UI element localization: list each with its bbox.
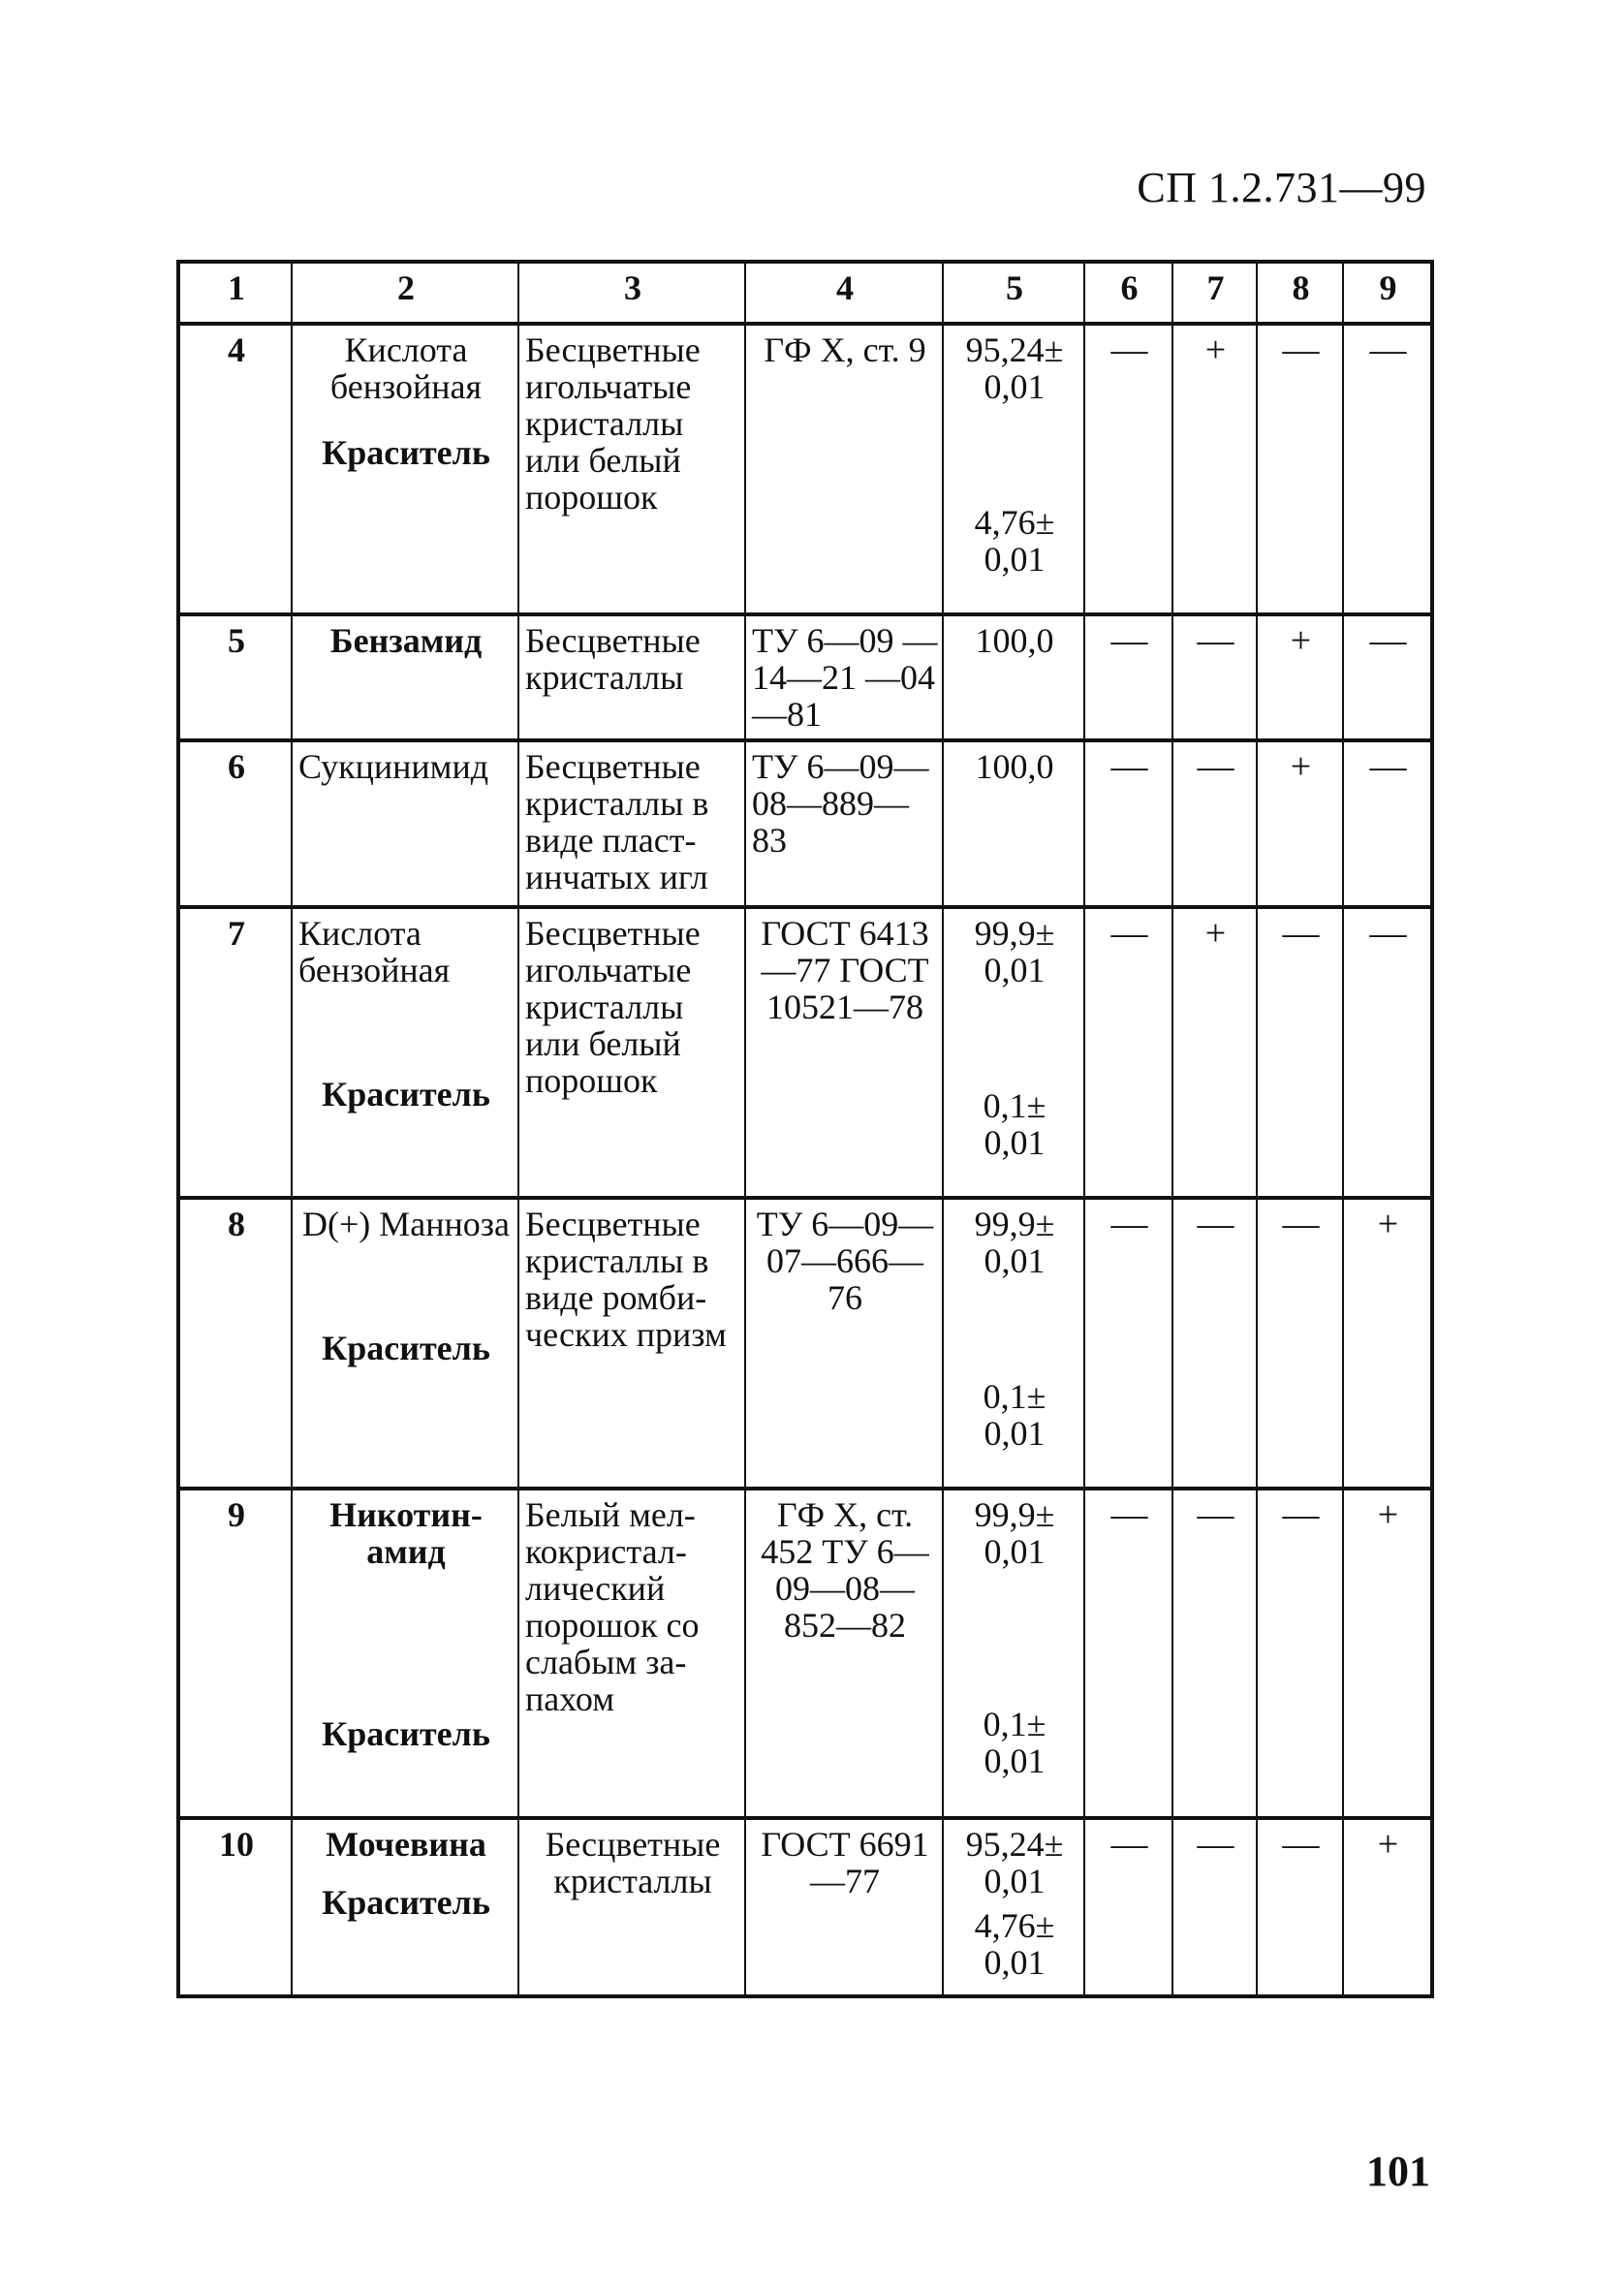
- header-row: [178, 262, 1432, 324]
- table-row: [178, 740, 1432, 907]
- description-cell: Бесцветные игольчатые кристаллы или белый порошок: [518, 324, 745, 614]
- description-cell: Бесцветные игольчатые кристаллы или белый порошок: [518, 907, 745, 1198]
- substance-sub: Краситель: [322, 1329, 490, 1367]
- mark-col6: —: [1084, 1198, 1172, 1489]
- substance-name: Бензамид: [329, 621, 483, 660]
- substance-cell: [292, 614, 518, 740]
- substance-cell: [292, 1489, 518, 1818]
- row-number: 4: [178, 324, 292, 614]
- main-value: 95,24± 0,01: [965, 330, 1064, 406]
- value-cell: [943, 1489, 1084, 1818]
- data-table: [176, 260, 1434, 1998]
- substance-name: Кислота бензойная: [329, 330, 483, 406]
- main-value: 99,9± 0,01: [974, 1495, 1055, 1571]
- substance-name: Сукцинимид: [298, 747, 489, 786]
- mark-col8: —: [1257, 1198, 1343, 1489]
- table-row: [178, 1489, 1432, 1818]
- mark-col7: —: [1172, 614, 1257, 740]
- reference-cell: ГОСТ 6691—77: [745, 1818, 943, 1996]
- column-header: 3: [518, 262, 745, 324]
- substance-sub: Краситель: [322, 1714, 490, 1753]
- page-number: 101: [1366, 2148, 1430, 2195]
- reference-cell: ТУ 6—09— 08—889— 83: [745, 740, 943, 907]
- substance-cell: [292, 324, 518, 614]
- mark-col9: +: [1343, 1489, 1432, 1818]
- column-header: 1: [178, 262, 292, 324]
- mark-col7: +: [1172, 324, 1257, 614]
- substance-cell: [292, 1818, 518, 1996]
- main-value: 99,9± 0,01: [974, 914, 1055, 989]
- column-header: 4: [745, 262, 943, 324]
- mark-col6: —: [1084, 1818, 1172, 1996]
- row-number: 8: [178, 1198, 292, 1489]
- main-value: 95,24± 0,01: [965, 1825, 1064, 1900]
- value-cell: [943, 614, 1084, 740]
- row-number: 6: [178, 740, 292, 907]
- dye-value: 4,76± 0,01: [974, 1906, 1055, 1982]
- main-value: 99,9± 0,01: [974, 1205, 1055, 1280]
- reference-cell: ТУ 6—09— 07—666— 76: [745, 1198, 943, 1489]
- mark-col6: —: [1084, 740, 1172, 907]
- value-cell: [943, 324, 1084, 614]
- mark-col7: —: [1172, 1198, 1257, 1489]
- description-cell: Бесцветные кристаллы в виде ромби- ческих призм: [518, 1198, 745, 1489]
- reference-cell: ГФ Х, ст. 452 ТУ 6— 09—08— 852—82: [745, 1489, 943, 1818]
- mark-col9: —: [1343, 907, 1432, 1198]
- table-row: [178, 324, 1432, 614]
- dye-value: 0,1± 0,01: [983, 1705, 1046, 1780]
- table-row: [178, 1198, 1432, 1489]
- reference-cell: ГОСТ 6413—77 ГОСТ 10521—78: [745, 907, 943, 1198]
- main-value: 100,0: [975, 747, 1054, 786]
- description-cell: Бесцветные кристаллы: [518, 1818, 745, 1996]
- column-header: 7: [1172, 262, 1257, 324]
- mark-col9: —: [1343, 740, 1432, 907]
- mark-col8: —: [1257, 1489, 1343, 1818]
- mark-col7: —: [1172, 1818, 1257, 1996]
- table-row: [178, 614, 1432, 740]
- reference-cell: ГФ Х, ст. 9: [745, 324, 943, 614]
- column-header: 6: [1084, 262, 1172, 324]
- column-header: 5: [943, 262, 1084, 324]
- mark-col6: —: [1084, 1489, 1172, 1818]
- mark-col6: —: [1084, 907, 1172, 1198]
- mark-col6: —: [1084, 324, 1172, 614]
- dye-value: 4,76± 0,01: [974, 503, 1055, 579]
- reference-cell: ТУ 6—09 —14—21 —04—81: [745, 614, 943, 740]
- substance-name: Кислота бензойная: [298, 914, 451, 989]
- mark-col9: +: [1343, 1198, 1432, 1489]
- description-cell: Бесцветные кристаллы в виде пласт- инчатых игл: [518, 740, 745, 907]
- value-cell: [943, 1818, 1084, 1996]
- substance-sub: Краситель: [322, 433, 490, 472]
- value-cell: [943, 1198, 1084, 1489]
- table-row: [178, 1818, 1432, 1996]
- substance-name: D(+) Манноза: [302, 1205, 510, 1243]
- dye-value: 0,1± 0,01: [983, 1086, 1046, 1162]
- mark-col8: —: [1257, 324, 1343, 614]
- description-cell: Белый мел- кокристал- лический порошок со слабым за- пахом: [518, 1489, 745, 1818]
- row-number: 9: [178, 1489, 292, 1818]
- substance-sub: Краситель: [322, 1075, 490, 1114]
- row-number: 10: [178, 1818, 292, 1996]
- mark-col9: —: [1343, 324, 1432, 614]
- mark-col9: —: [1343, 614, 1432, 740]
- mark-col7: —: [1172, 1489, 1257, 1818]
- mark-col7: +: [1172, 907, 1257, 1198]
- mark-col8: +: [1257, 740, 1343, 907]
- main-value: 100,0: [975, 621, 1054, 660]
- dye-value: 0,1± 0,01: [983, 1377, 1046, 1453]
- substance-cell: [292, 1198, 518, 1489]
- mark-col8: +: [1257, 614, 1343, 740]
- description-cell: Бесцветные кристаллы: [518, 614, 745, 740]
- document-code: СП 1.2.731—99: [1137, 164, 1426, 211]
- column-header: 2: [292, 262, 518, 324]
- mark-col8: —: [1257, 1818, 1343, 1996]
- substance-cell: [292, 740, 518, 907]
- column-header: 8: [1257, 262, 1343, 324]
- substance-name: Никотин- амид: [329, 1495, 483, 1571]
- mark-col9: +: [1343, 1818, 1432, 1996]
- row-number: 5: [178, 614, 292, 740]
- value-cell: [943, 907, 1084, 1198]
- substance-sub: Краситель: [322, 1883, 490, 1922]
- table-row: [178, 907, 1432, 1198]
- mark-col7: —: [1172, 740, 1257, 907]
- substance-name: Мочевина: [326, 1825, 486, 1864]
- value-cell: [943, 740, 1084, 907]
- row-number: 7: [178, 907, 292, 1198]
- mark-col8: —: [1257, 907, 1343, 1198]
- column-header: 9: [1343, 262, 1432, 324]
- substance-cell: [292, 907, 518, 1198]
- mark-col6: —: [1084, 614, 1172, 740]
